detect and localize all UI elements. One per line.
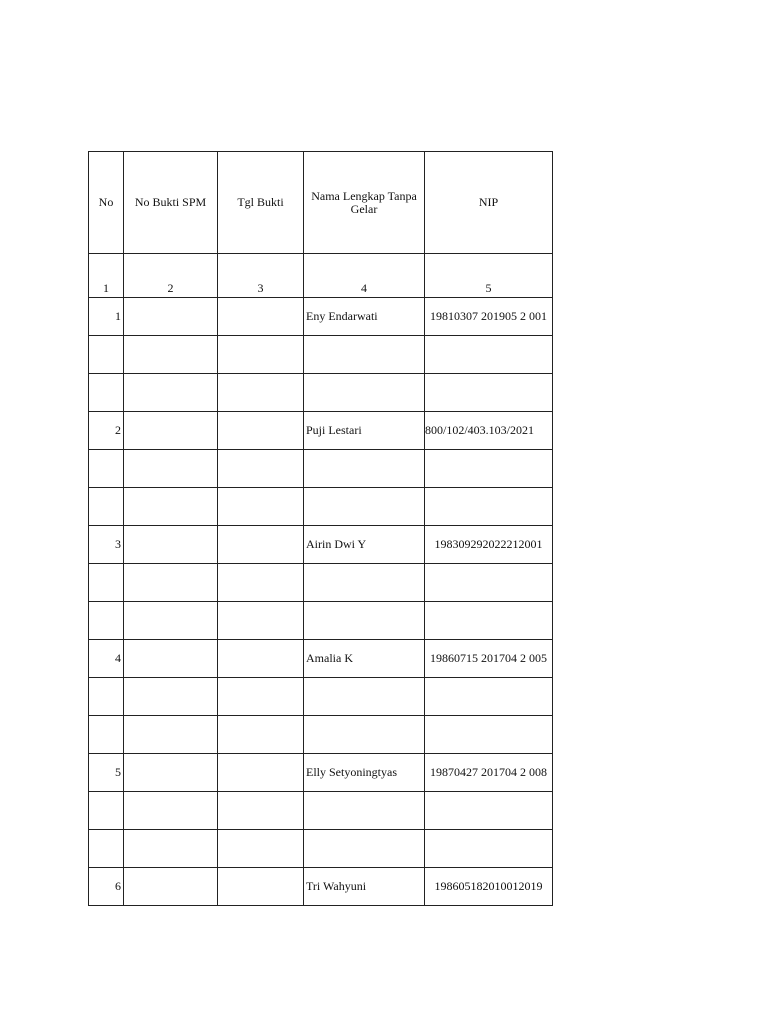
cell-nip bbox=[425, 678, 553, 716]
cell-tgl-bukti bbox=[218, 564, 304, 602]
cell-tgl-bukti bbox=[218, 792, 304, 830]
table-row bbox=[89, 488, 553, 526]
cell-no-bukti-spm bbox=[124, 564, 218, 602]
cell-nama bbox=[304, 792, 425, 830]
table-row bbox=[89, 640, 553, 678]
table-row bbox=[89, 374, 553, 412]
cell-tgl-bukti bbox=[218, 526, 304, 564]
cell-nama: Tri Wahyuni bbox=[304, 868, 425, 906]
cell-no bbox=[89, 792, 124, 830]
table-row bbox=[89, 716, 553, 754]
cell-tgl-bukti bbox=[218, 336, 304, 374]
cell-nip bbox=[425, 716, 553, 754]
cell-nama: Puji Lestari bbox=[304, 412, 425, 450]
cell-tgl-bukti bbox=[218, 716, 304, 754]
cell-no-bukti-spm bbox=[124, 488, 218, 526]
cell-tgl-bukti bbox=[218, 298, 304, 336]
header-no: No bbox=[89, 152, 124, 254]
cell-no-bukti-spm bbox=[124, 754, 218, 792]
cell-tgl-bukti bbox=[218, 830, 304, 868]
table-header-row bbox=[89, 152, 553, 254]
cell-tgl-bukti bbox=[218, 602, 304, 640]
cell-no bbox=[89, 564, 124, 602]
cell-no: 5 bbox=[89, 754, 124, 792]
cell-no-bukti-spm bbox=[124, 868, 218, 906]
cell-no-bukti-spm bbox=[124, 792, 218, 830]
cell-no-bukti-spm bbox=[124, 450, 218, 488]
cell-tgl-bukti bbox=[218, 678, 304, 716]
cell-no-bukti-spm bbox=[124, 716, 218, 754]
cell-nip bbox=[425, 374, 553, 412]
table-row bbox=[89, 830, 553, 868]
column-number: 1 bbox=[89, 254, 124, 298]
cell-no bbox=[89, 716, 124, 754]
table-row bbox=[89, 298, 553, 336]
cell-nama bbox=[304, 374, 425, 412]
cell-no-bukti-spm bbox=[124, 602, 218, 640]
cell-nama bbox=[304, 450, 425, 488]
cell-no-bukti-spm bbox=[124, 336, 218, 374]
cell-nip: 19810307 201905 2 001 bbox=[425, 298, 553, 336]
cell-no: 2 bbox=[89, 412, 124, 450]
cell-no: 1 bbox=[89, 298, 124, 336]
cell-nama: Airin Dwi Y bbox=[304, 526, 425, 564]
cell-no bbox=[89, 488, 124, 526]
cell-no bbox=[89, 374, 124, 412]
cell-nama bbox=[304, 336, 425, 374]
cell-no-bukti-spm bbox=[124, 526, 218, 564]
table-row bbox=[89, 678, 553, 716]
cell-tgl-bukti bbox=[218, 488, 304, 526]
cell-tgl-bukti bbox=[218, 640, 304, 678]
cell-nama bbox=[304, 488, 425, 526]
column-number: 5 bbox=[425, 254, 553, 298]
cell-nama bbox=[304, 678, 425, 716]
cell-nama: Elly Setyoningtyas bbox=[304, 754, 425, 792]
cell-no-bukti-spm bbox=[124, 678, 218, 716]
table-row bbox=[89, 564, 553, 602]
table-row bbox=[89, 792, 553, 830]
employee-table bbox=[88, 151, 553, 906]
table-row bbox=[89, 602, 553, 640]
cell-nama bbox=[304, 602, 425, 640]
table-row bbox=[89, 754, 553, 792]
table-row bbox=[89, 868, 553, 906]
column-number: 4 bbox=[304, 254, 425, 298]
table-row bbox=[89, 412, 553, 450]
cell-no-bukti-spm bbox=[124, 640, 218, 678]
cell-nip bbox=[425, 450, 553, 488]
cell-no: 4 bbox=[89, 640, 124, 678]
cell-nip bbox=[425, 564, 553, 602]
cell-tgl-bukti bbox=[218, 374, 304, 412]
cell-no bbox=[89, 678, 124, 716]
cell-nip bbox=[425, 602, 553, 640]
header-nip: NIP bbox=[425, 152, 553, 254]
cell-nip bbox=[425, 488, 553, 526]
cell-no bbox=[89, 336, 124, 374]
cell-no-bukti-spm bbox=[124, 298, 218, 336]
table-row bbox=[89, 450, 553, 488]
cell-no: 3 bbox=[89, 526, 124, 564]
cell-nip: 800/102/403.103/2021 bbox=[425, 412, 553, 450]
cell-nip: 19870427 201704 2 008 bbox=[425, 754, 553, 792]
header-no-bukti-spm: No Bukti SPM bbox=[124, 152, 218, 254]
cell-nip bbox=[425, 792, 553, 830]
cell-nip: 19860715 201704 2 005 bbox=[425, 640, 553, 678]
header-tgl-bukti: Tgl Bukti bbox=[218, 152, 304, 254]
cell-nama bbox=[304, 716, 425, 754]
cell-no-bukti-spm bbox=[124, 412, 218, 450]
cell-tgl-bukti bbox=[218, 450, 304, 488]
header-nama-lengkap: Nama Lengkap Tanpa Gelar bbox=[304, 152, 425, 254]
cell-no bbox=[89, 602, 124, 640]
cell-tgl-bukti bbox=[218, 868, 304, 906]
cell-nama bbox=[304, 830, 425, 868]
column-number-row bbox=[89, 254, 553, 298]
cell-nama: Amalia K bbox=[304, 640, 425, 678]
cell-nip: 198605182010012019 bbox=[425, 868, 553, 906]
cell-no: 6 bbox=[89, 868, 124, 906]
cell-nama: Eny Endarwati bbox=[304, 298, 425, 336]
cell-nip: 198309292022212001 bbox=[425, 526, 553, 564]
table-row bbox=[89, 336, 553, 374]
cell-nip bbox=[425, 830, 553, 868]
cell-no-bukti-spm bbox=[124, 374, 218, 412]
cell-nama bbox=[304, 564, 425, 602]
table-row bbox=[89, 526, 553, 564]
cell-no bbox=[89, 830, 124, 868]
cell-nip bbox=[425, 336, 553, 374]
cell-no bbox=[89, 450, 124, 488]
column-number: 3 bbox=[218, 254, 304, 298]
cell-tgl-bukti bbox=[218, 754, 304, 792]
column-number: 2 bbox=[124, 254, 218, 298]
cell-no-bukti-spm bbox=[124, 830, 218, 868]
cell-tgl-bukti bbox=[218, 412, 304, 450]
